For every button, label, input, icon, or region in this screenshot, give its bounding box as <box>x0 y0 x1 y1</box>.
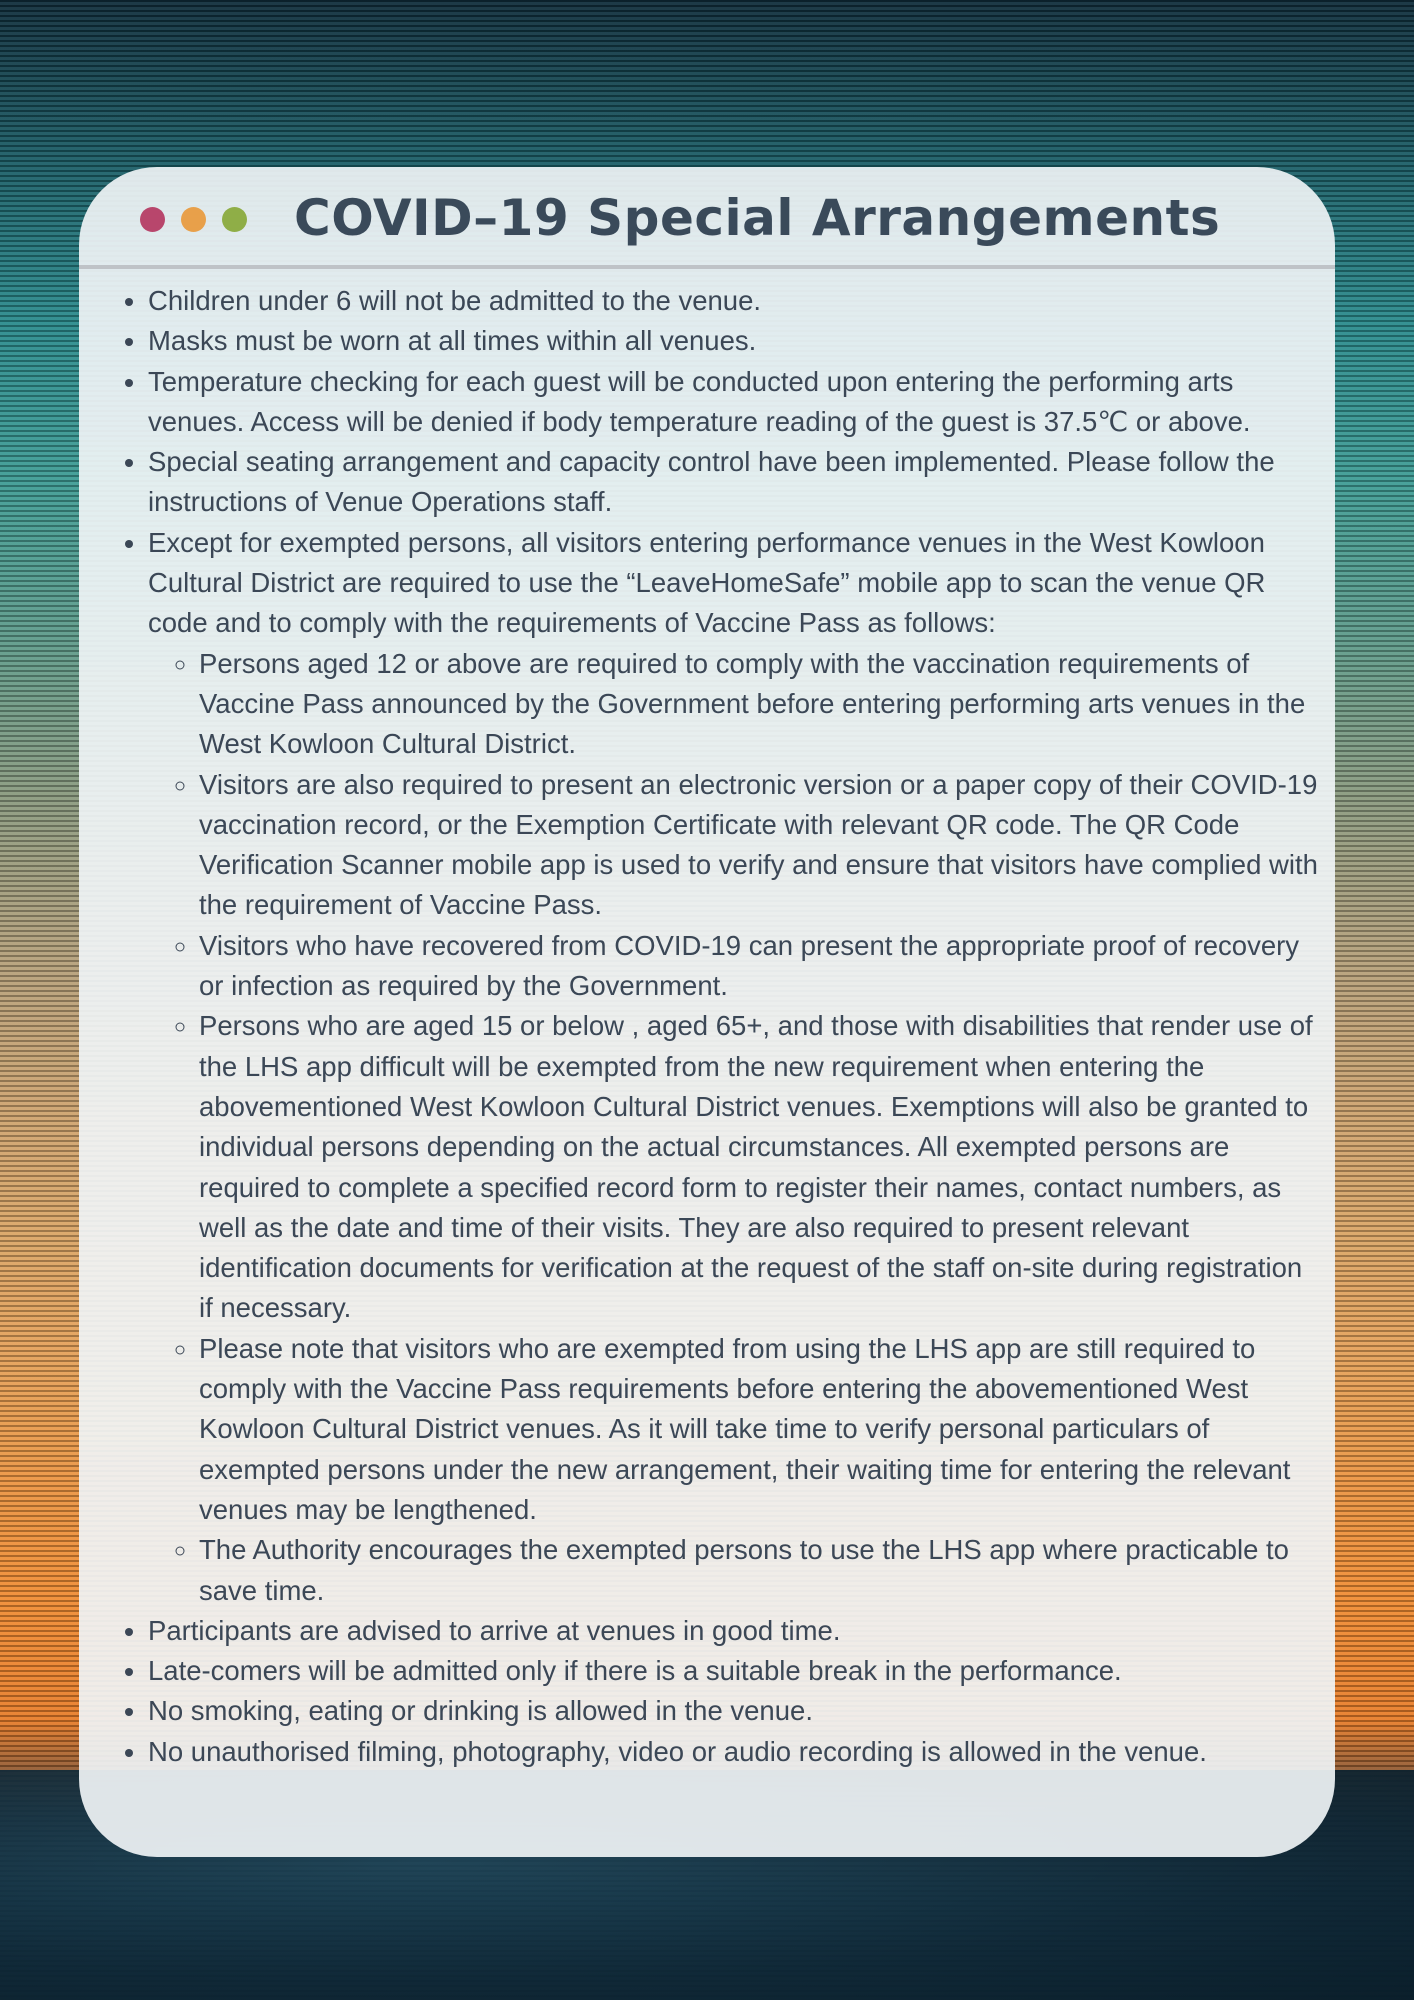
list-item <box>148 281 1321 321</box>
arrangements-content <box>79 281 1321 1772</box>
list-item-text: No smoking, eating or drinking is allowed in the venue. <box>148 1695 813 1727</box>
page-title: COVID–19 Special Arrangements <box>294 189 1221 247</box>
list-item <box>148 1651 1321 1691</box>
orange-dot-icon <box>181 207 206 232</box>
rules-list <box>79 281 1321 1772</box>
list-item-text: Temperature checking for each guest will be conducted upon entering the performing arts venues. Access will be denied if body temperature reading of the guest is 37.5℃ or above. <box>148 365 1251 437</box>
list-item <box>148 442 1321 523</box>
list-item <box>148 523 1321 1611</box>
list-item-text: Except for exempted persons, all visitors entering performance venues in the West Kowloon Cultural District are required to use the “LeaveHomeSafe” mobile app to scan the venue QR code and to comply with the requirements of Vaccine Pass as follows: <box>148 526 1266 639</box>
list-item <box>148 321 1321 361</box>
sublist-item: ◦ Visitors who have recovered from COVID-19 can present the appropriate proof of recovery or infection as required by the Government. <box>199 926 1321 1007</box>
sublist-item: ◦ Persons who are aged 15 or below , aged 65+, and those with disabilities that render use of the LHS app difficult will be exempted from the new requirement when entering the abovementioned West Kowloon Cultural District venues. Exemptions will also be granted to individual persons depending on the actual circumstances. All exempted persons are required to complete a specified record form to register their names, contact numbers, as well as the date and time of their visits. They are also required to present relevant identification documents for verification at the request of the staff on-site during registration if necessary. <box>199 1006 1321 1328</box>
list-item-text: Special seating arrangement and capacity control have been implemented. Please follow the instructions of Venue Operations staff. <box>148 446 1275 518</box>
red-dot-icon <box>140 207 165 232</box>
sublist-item: ◦ Please note that visitors who are exempted from using the LHS app are still required to comply with the Vaccine Pass requirements before entering the abovementioned West Kowloon Cultural District venues. As it will take time to verify personal particulars of exempted persons under the new arrangement, their waiting time for entering the relevant venues may be lengthened. <box>199 1329 1321 1530</box>
notice-card <box>79 167 1335 1857</box>
list-item-text: No unauthorised filming, photography, video or audio recording is allowed in the venue. <box>148 1735 1207 1767</box>
list-item <box>148 1691 1321 1731</box>
green-dot-icon <box>222 207 247 232</box>
list-item-text: Participants are advised to arrive at venues in good time. <box>148 1614 841 1646</box>
vaccine-pass-sublist <box>148 644 1321 1611</box>
sublist-item: ◦ The Authority encourages the exempted persons to use the LHS app where practicable to save time. <box>199 1530 1321 1611</box>
list-item <box>148 362 1321 443</box>
card-header <box>79 167 1335 269</box>
window-dots <box>140 207 247 232</box>
list-item <box>148 1732 1321 1772</box>
sublist-item: ◦ Persons aged 12 or above are required to comply with the vaccination requirements of Vaccine Pass announced by the Government before entering performing arts venues in the West Kowloon Cultural District. <box>199 644 1321 765</box>
sublist-item: ◦ Visitors are also required to present an electronic version or a paper copy of their COVID-19 vaccination record, or the Exemption Certificate with relevant QR code. The QR Code Verification Scanner mobile app is used to verify and ensure that visitors have complied with the requirement of Vaccine Pass. <box>199 765 1321 926</box>
list-item <box>148 1611 1321 1651</box>
list-item-text: Children under 6 will not be admitted to the venue. <box>148 285 762 316</box>
list-item-text: Masks must be worn at all times within all venues. <box>148 325 757 357</box>
list-item-text: Late-comers will be admitted only if there is a suitable break in the performance. <box>148 1655 1122 1687</box>
